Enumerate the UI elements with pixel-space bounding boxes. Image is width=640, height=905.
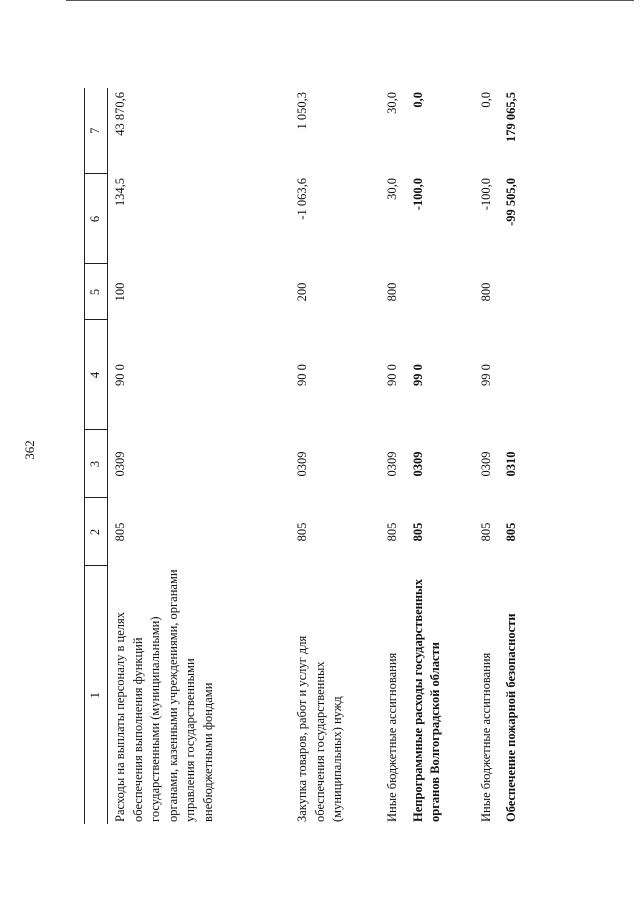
cell-col-4: 90 0	[295, 364, 309, 386]
cell-col-4: 99 0	[410, 364, 425, 386]
cell-col-3: 0309	[478, 451, 493, 477]
cell-col-7: 0,0	[410, 92, 425, 108]
cell-col-3: 0309	[113, 451, 127, 477]
header-col-7: 7	[85, 88, 108, 174]
header-col-4: 4	[85, 320, 108, 430]
cell-col-6: -1 063,6	[295, 178, 309, 220]
header-col-2: 2	[85, 498, 108, 566]
cell-col-2: 805	[504, 522, 518, 542]
cell-col-2: 805	[385, 522, 399, 542]
cell-col-5: 800	[478, 282, 493, 302]
cell-col-6: -99 505,0	[504, 178, 518, 226]
table-row	[108, 88, 287, 824]
cell-col-2: 805	[478, 522, 493, 542]
cell-col-3: 0309	[385, 451, 399, 477]
row-name: Иные бюджетные ассигнования	[385, 652, 399, 822]
cell-col-7: 30,0	[385, 92, 399, 114]
budget-table	[84, 88, 541, 824]
row-name: Расходы на выплаты персоналу в целях обеспечения выполнения функций государственными (муниципальными) органами, казенными учреждениями, органами управления государственными внебюджетными фондами	[113, 569, 215, 822]
cell-col-2: 805	[410, 522, 425, 542]
cell-col-3: 0309	[410, 451, 425, 477]
cell-col-7: 43 870,6	[113, 92, 127, 136]
table-row	[470, 88, 496, 824]
cell-col-6: -100,0	[410, 178, 425, 211]
cell-col-5: 100	[113, 282, 127, 302]
cell-col-6: 134,5	[113, 178, 127, 207]
cell-col-5	[402, 264, 470, 320]
cell-col-6: 30,0	[385, 178, 399, 200]
cell-col-7: 0,0	[478, 92, 493, 108]
cell-col-4: 99 0	[478, 364, 493, 386]
row-name: Непрограммные расходы государственных органов Волгоградской области	[410, 578, 442, 822]
table-row	[376, 88, 402, 824]
row-name: Обеспечение пожарной безопасности	[504, 613, 518, 822]
cell-col-2: 805	[295, 522, 309, 542]
cell-col-5	[495, 264, 541, 320]
cell-col-4: 90 0	[385, 364, 399, 386]
table-row	[286, 88, 376, 824]
rotated-table-container	[84, 88, 538, 824]
header-col-1: 1	[85, 566, 108, 824]
cell-col-4	[495, 320, 541, 430]
header-col-3: 3	[85, 430, 108, 498]
row-name: Закупка товаров, работ и услуг для обеспечения государственных (муниципальных) нужд	[295, 635, 344, 822]
header-row	[85, 88, 108, 824]
cell-col-5: 200	[295, 282, 309, 302]
table-row	[402, 88, 470, 824]
cell-col-5: 800	[385, 282, 399, 302]
header-col-6: 6	[85, 174, 108, 264]
cell-col-7: 1 050,3	[295, 92, 309, 130]
page-number: 362	[22, 440, 37, 460]
table-row	[495, 88, 541, 824]
cell-col-6: -100,0	[478, 178, 493, 211]
cell-col-2: 805	[113, 522, 127, 542]
cell-col-7: 179 065,5	[504, 92, 518, 142]
cell-col-4: 90 0	[113, 364, 127, 386]
row-name: Иные бюджетные ассигнования	[478, 652, 493, 822]
page-top-rule	[66, 0, 634, 1]
cell-col-3: 0309	[295, 451, 309, 477]
cell-col-3: 0310	[504, 451, 518, 477]
header-col-5: 5	[85, 264, 108, 320]
